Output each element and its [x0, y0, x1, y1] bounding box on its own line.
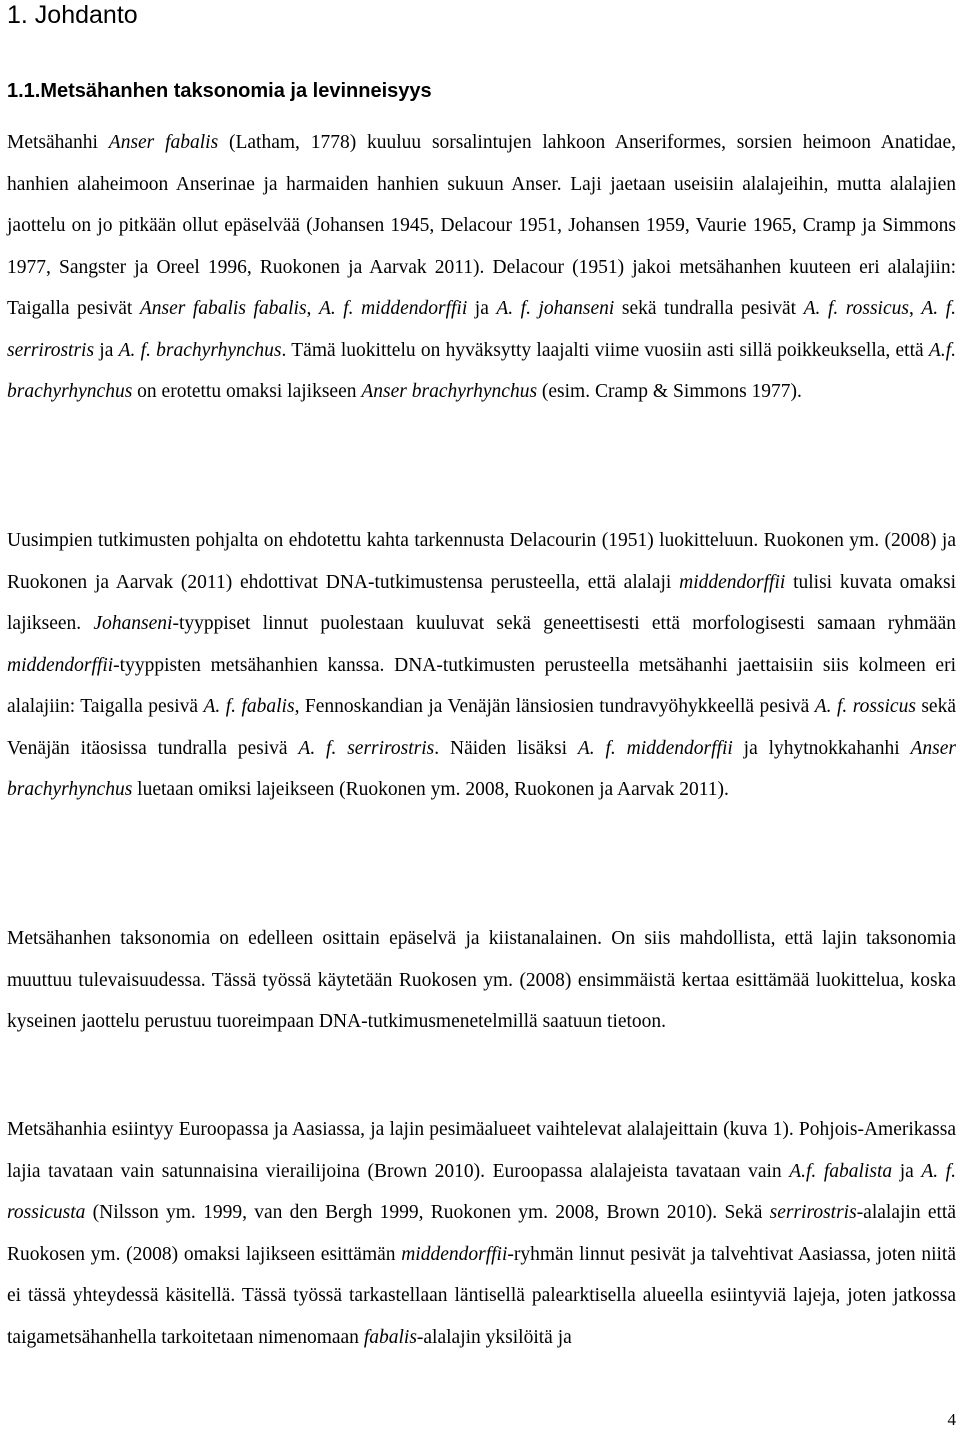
italic-text: A.f. fabalista [789, 1160, 893, 1182]
text-run: luetaan omiksi lajeikseen (Ruokonen ym. 2008, Ruokonen ja Aarvak 2011). [132, 779, 729, 800]
paragraph-taxonomy [7, 122, 956, 413]
text-run: -alalajin yksilöitä ja [416, 1326, 572, 1348]
section-heading: 1.1.Metsähanhen taksonomia ja levinneisyys [7, 80, 432, 102]
italic-text: A. f. rossicusta [7, 1160, 956, 1223]
text-run: -ryhmän linnut pesivät ja talvehtivat Aasiassa, joten niitä ei tässä yhteydessä käsitellä. Tässä työssä tarkastellaan läntisellä palearktisella alueella esiintyviä lajeja, joten jatkossa taigametsähanhella tarkoitetaan nimenomaan [7, 1243, 956, 1348]
text-run: ja lyhytnokkahanhi [732, 737, 911, 759]
text-run: (Latham, 1778) kuuluu sorsalintujen lahkoon Anseriformes, sorsien heimoon Anatidae, hanhien alaheimoon Anserinae ja harmaiden hanhien sukuun Anser. Laji jaetaan useisiin alalajeihin, mutta alalajien jaottelu on jo pitkään ollut epäselvää (Johansen 1945, Delacour 1951, Johansen 1959, Vaurie 1965, Cramp ja Simmons 1977, Sangster ja Oreel 1996, Ruokonen ja Aarvak 2011). Delacour (1951) jakoi metsähanhen kuuteen eri alalajiin: Taigalla pesivät [7, 132, 956, 319]
page-number: 4 [947, 1410, 956, 1429]
text-run: Metsähanhen taksonomia on edelleen osittain epäselvä ja kiistanalainen. On siis mahdollista, että lajin taksonomia muuttuu tulevaisuudessa. Tässä työssä käytetään Ruokosen ym. (2008) ensimmäistä kertaa esittämää luokittelua, koska kyseinen jaottelu perustuu tuoreimpaan DNA-tutkimusmenetelmillä saatuun tietoon. [7, 928, 956, 1032]
text-run: (esim. Cramp & Simmons 1977). [537, 381, 802, 402]
italic-text: A. f. brachyrhynchus [118, 339, 282, 361]
text-run: ja [467, 298, 497, 319]
italic-text: A. f. fabalis [203, 696, 295, 717]
text-run: -alalajin että Ruokosen ym. (2008) omaksi lajikseen esittämän [7, 1202, 956, 1265]
italic-text: middendorffii [401, 1243, 508, 1265]
italic-text: Anser fabalis [108, 132, 219, 153]
text-run: . Tämä luokittelu on hyväksytty laajalti viime vuosiin asti sillä poikkeuksella, että [281, 339, 929, 361]
text-run: -tyyppiset linnut puolestaan kuuluvat sekä geneettisesti että morfologisesti samaan ryhmään [172, 613, 956, 634]
text-run: (Nilsson ym. 1999, van den Bergh 1999, Ruokonen ym. 2008, Brown 2010). Sekä [85, 1202, 770, 1223]
text-run: , [306, 298, 319, 319]
text-run: , [908, 298, 922, 319]
text-run: ja [94, 339, 119, 361]
text-run: tulisi kuvata omaksi lajikseen. [7, 571, 956, 634]
text-run: Uusimpien tutkimusten pohjalta on ehdotettu kahta tarkennusta Delacourin (1951) luokitteluun. Ruokonen ym. (2008) ja Ruokonen ja Aarvak (2011) ehdottivat DNA-tutkimustensa perusteella, että alalaji [7, 530, 956, 593]
italic-text: A.f. brachyrhynchus [7, 339, 956, 402]
italic-text: fabalis [363, 1326, 417, 1348]
text-run: on erotettu omaksi lajikseen [132, 381, 362, 402]
paragraph-uncertainty [7, 918, 956, 1043]
text-run: sekä tundralla pesivät [614, 298, 804, 319]
italic-text: middendorffii [7, 654, 114, 676]
italic-text: A. f. middendorffii [318, 298, 468, 319]
italic-text: A. f. rossicus [814, 696, 916, 717]
text-run: . Näiden lisäksi [434, 737, 578, 759]
italic-text: Anser fabalis fabalis [139, 298, 307, 319]
italic-text: Anser brachyrhynchus [7, 737, 956, 800]
text-run: Metsähanhia esiintyy Euroopassa ja Aasiassa, ja lajin pesimäalueet vaihtelevat alalajeittain (kuva 1). Pohjois-Amerikassa lajia tavataan vain satunnaisina vierailijoina (Brown 2010). Euroopassa alalajeista tavataan vain [7, 1119, 956, 1182]
italic-text: A. f. middendorffii [577, 737, 733, 759]
italic-text: Anser brachyrhynchus [361, 381, 538, 402]
text-run: Metsähanhi [7, 132, 109, 153]
italic-text: A. f. serrirostris [298, 737, 435, 759]
italic-text: Johanseni [93, 613, 173, 634]
italic-text: A. f. rossicus [803, 298, 909, 319]
text-run: , Fennoskandian ja Venäjän länsiosien tundravyöhykkeellä pesivä [294, 696, 815, 717]
italic-text: serrirostris [769, 1202, 857, 1223]
text-run: sekä Venäjän itäosissa tundralla pesivä [7, 696, 956, 759]
italic-text: A. f. johanseni [496, 298, 615, 319]
text-run: ja [892, 1160, 922, 1182]
italic-text: A. f. serrirostris [7, 298, 956, 361]
italic-text: middendorffii [679, 571, 786, 593]
chapter-heading: 1. Johdanto [7, 1, 138, 29]
paragraph-distribution [7, 1109, 956, 1358]
text-run: -tyyppisten metsähanhien kanssa. DNA-tutkimusten perusteella metsähanhi jaettaisiin siis kolmeen eri alalajiin: Taigalla pesivä [7, 654, 956, 717]
paragraph-new-research [7, 520, 956, 811]
